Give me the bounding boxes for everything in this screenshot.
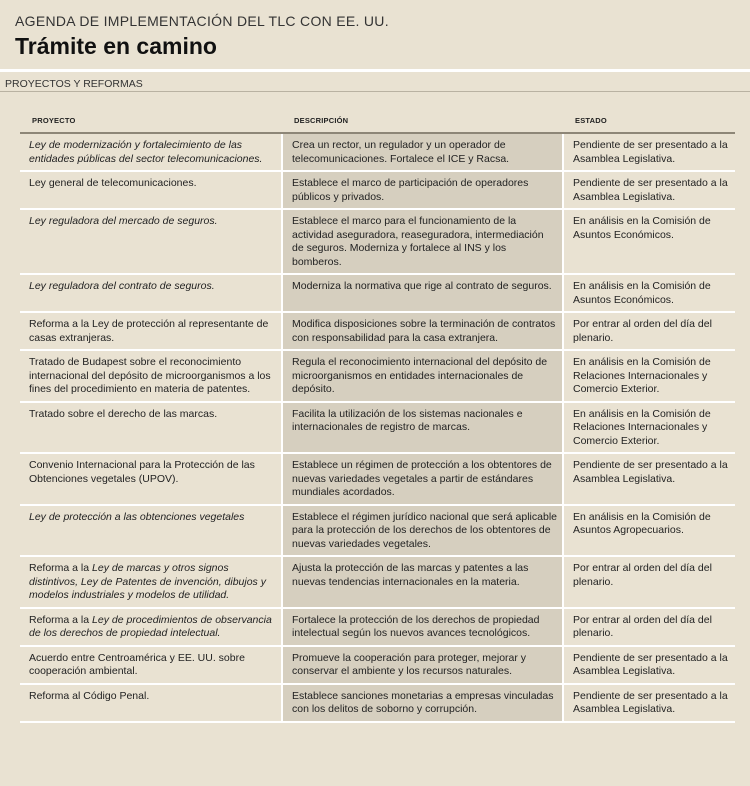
cell-estado: Por entrar al orden del día del plenario. (563, 556, 735, 608)
cell-proyecto (20, 453, 282, 505)
cell-estado: En análisis en la Comisión de Asuntos Agropecuarios. (563, 505, 735, 557)
cell-estado: Pendiente de ser presentado a la Asamblea Legislativa. (563, 453, 735, 505)
cell-descripcion: Moderniza la normativa que rige al contrato de seguros. (282, 274, 563, 312)
proyecto-text: Ley general de telecomunicaciones. (29, 177, 197, 189)
table-row (20, 608, 735, 646)
table-row (20, 505, 735, 557)
proyecto-text: Tratado de Budapest sobre el reconocimiento internacional del depósito de microorganismos a los fines del procedimiento en materia de patentes. (29, 356, 271, 395)
proyecto-text: Ley de protección a las obtenciones vegetales (29, 510, 245, 523)
cell-estado: Pendiente de ser presentado a la Asamblea Legislativa. (563, 646, 735, 684)
cell-estado: Pendiente de ser presentado a la Asamblea Legislativa. (563, 171, 735, 209)
cell-proyecto (20, 684, 282, 722)
proyecto-text: Ley de procedimientos de observancia de los derechos de propiedad intelectual. (29, 613, 272, 639)
proyecto-text: Ley reguladora del contrato de seguros. (29, 280, 215, 292)
table-row (20, 402, 735, 454)
cell-estado: En análisis en la Comisión de Relaciones Internacionales y Comercio Exterior. (563, 350, 735, 402)
kicker: AGENDA DE IMPLEMENTACIÓN DEL TLC CON EE. UU. (15, 13, 389, 29)
cell-proyecto (20, 171, 282, 209)
proyecto-text: Reforma a la (29, 613, 93, 626)
table-row (20, 133, 735, 171)
proyecto-text: Reforma al Código Penal. (29, 689, 150, 702)
table-row (20, 312, 735, 350)
cell-descripcion: Ajusta la protección de las marcas y patentes a las nuevas tendencias internacionales en la materia. (282, 556, 563, 608)
cell-descripcion: Regula el reconocimiento internacional del depósito de microorganismos en entidades internacionales de depósito. (282, 350, 563, 402)
proyecto-text: Tratado sobre el derecho de las marcas. (29, 407, 218, 420)
cell-proyecto (20, 274, 282, 312)
cell-descripcion: Fortalece la protección de los derechos de propiedad intelectual según los nuevos avances tecnológicos. (282, 608, 563, 646)
divider (0, 69, 750, 72)
cell-descripcion: Promueve la cooperación para proteger, mejorar y conservar el ambiente y los recursos naturales. (282, 646, 563, 684)
cell-descripcion: Modifica disposiciones sobre la terminación de contratos con responsabilidad para la casa extranjera. (282, 312, 563, 350)
column-header-descripcion: DESCRIPCIÓN (282, 110, 563, 133)
cell-proyecto (20, 646, 282, 684)
proyecto-text: Ley de modernización y fortalecimiento de las entidades públicas del sector telecomunicaciones. (29, 139, 263, 165)
table-header-row (20, 110, 735, 133)
cell-proyecto (20, 133, 282, 171)
table-row (20, 646, 735, 684)
proyecto-text: Reforma a la Ley de protección al representante de casas extranjeras. (29, 318, 269, 344)
proyecto-text: Reforma a la (29, 562, 93, 574)
cell-proyecto (20, 402, 282, 454)
cell-proyecto (20, 556, 282, 608)
cell-estado: En análisis en la Comisión de Asuntos Económicos. (563, 209, 735, 274)
table-row (20, 171, 735, 209)
cell-estado: Pendiente de ser presentado a la Asamblea Legislativa. (563, 684, 735, 722)
cell-descripcion: Facilita la utilización de los sistemas nacionales e internacionales de registro de marcas. (282, 402, 563, 454)
cell-descripcion: Establece un régimen de protección a los obtentores de nuevas variedades vegetales a partir de estándares mundiales acordados. (282, 453, 563, 505)
divider (0, 91, 750, 92)
proyecto-text: Ley reguladora del mercado de seguros. (29, 215, 218, 227)
table-row (20, 209, 735, 274)
cell-estado: Pendiente de ser presentado a la Asamblea Legislativa. (563, 133, 735, 171)
cell-proyecto (20, 350, 282, 402)
table-row (20, 684, 735, 722)
cell-proyecto (20, 312, 282, 350)
cell-estado: En análisis en la Comisión de Asuntos Económicos. (563, 274, 735, 312)
proyecto-text: Convenio Internacional para la Protección de las Obtenciones vegetales (UPOV). (29, 459, 255, 485)
cell-descripcion: Crea un rector, un regulador y un operador de telecomunicaciones. Fortalece el ICE y Racsa. (282, 133, 563, 171)
cell-descripcion: Establece sanciones monetarias a empresas vinculadas con los delitos de soborno y corrupción. (282, 684, 563, 722)
table-row (20, 453, 735, 505)
section-label: PROYECTOS Y REFORMAS (5, 78, 143, 90)
table-row (20, 350, 735, 402)
header (0, 0, 750, 68)
proyecto-text: Ley de marcas y otros signos distintivos, Ley de Patentes de invención, dibujos y modelos industriales y modelos de utilidad. (29, 562, 266, 601)
cell-estado: Por entrar al orden del día del plenario. (563, 312, 735, 350)
cell-descripcion: Establece el régimen jurídico nacional que será aplicable para la protección de los derechos de los obtentores de nuevas variedades vegetales. (282, 505, 563, 557)
cell-estado: Por entrar al orden del día del plenario. (563, 608, 735, 646)
proyecto-text: Acuerdo entre Centroamérica y EE. UU. sobre cooperación ambiental. (29, 651, 245, 677)
column-header-proyecto: PROYECTO (20, 110, 282, 133)
projects-table (20, 110, 735, 723)
page-title: Trámite en camino (15, 33, 217, 59)
table-row (20, 556, 735, 608)
cell-proyecto (20, 505, 282, 557)
cell-descripcion: Establece el marco para el funcionamiento de la actividad aseguradora, reaseguradora, intermediación de seguros. Moderniza y fortalece al INS y los bomberos. (282, 209, 563, 274)
cell-descripcion: Establece el marco de participación de operadores públicos y privados. (282, 171, 563, 209)
cell-proyecto (20, 608, 282, 646)
column-header-estado: ESTADO (563, 110, 735, 133)
cell-proyecto (20, 209, 282, 274)
table-row (20, 274, 735, 312)
cell-estado: En análisis en la Comisión de Relaciones Internacionales y Comercio Exterior. (563, 402, 735, 454)
